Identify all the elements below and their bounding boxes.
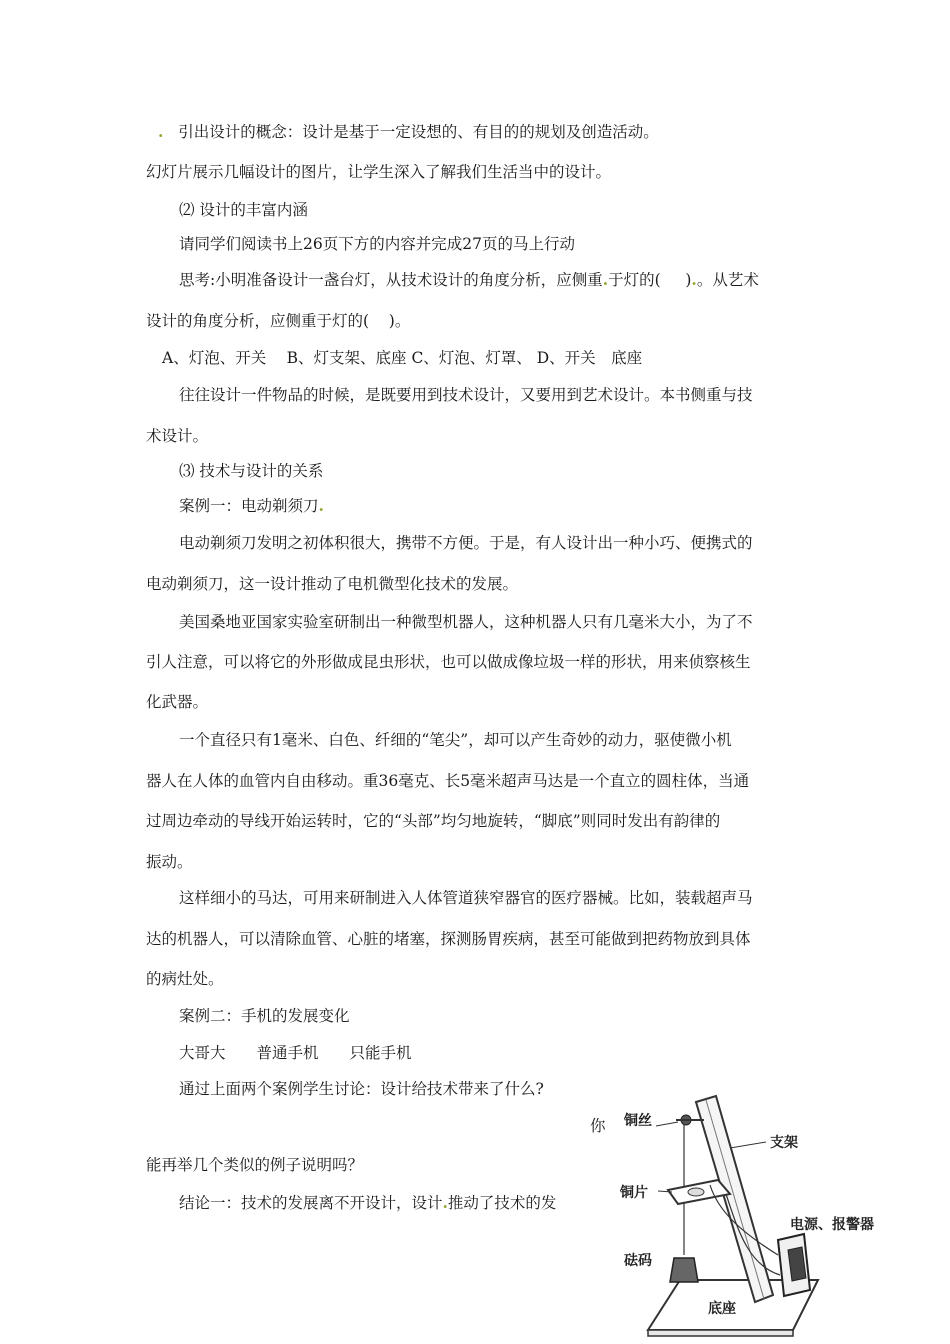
paragraph-line: 达的机器人，可以清除血管、心脏的堵塞，探测肠胃疾病，甚至可能做到把药物放到具体	[146, 930, 751, 948]
leader-wire	[656, 1122, 678, 1126]
text: 推动了技术的发	[447, 1194, 557, 1212]
base-edge	[648, 1330, 793, 1336]
section-heading: ⑶ 技术与设计的关系	[179, 462, 324, 480]
paragraph-line: 振动。	[146, 853, 193, 871]
text: 案例一：电动剃须刀	[179, 497, 319, 515]
paragraph-line: 一个直径只有1毫米、白色、纤细的“笔尖”，却可以产生奇妙的动力，驱使微小机	[179, 731, 732, 749]
text: 引出设计的概念：设计是基于一定设想的、有目的的规划及创造活动。	[178, 123, 659, 141]
text: 。从艺术	[696, 271, 759, 289]
text: 设计的角度分析，应侧重于灯的(	[146, 312, 370, 330]
plate-hole	[688, 1188, 704, 1196]
mark-dot: .	[691, 270, 697, 289]
apparatus-figure	[618, 1090, 908, 1340]
paragraph-line: 电动剃须刀发明之初体积很大，携带不方便。于是，有人设计出一种小巧、便携式的	[179, 534, 753, 552]
mark-dot: .	[602, 270, 609, 289]
text: )	[685, 271, 692, 289]
case-heading: 案例二：手机的发展变化	[179, 1007, 350, 1025]
leader-stand	[730, 1142, 766, 1148]
paragraph-line: 往往设计一件物品的时候，是既要用到技术设计，又要用到艺术设计。本书侧重与技	[179, 386, 753, 404]
paragraph-line: 电动剃须刀，这一设计推动了电机微型化技术的发展。	[146, 575, 519, 593]
paragraph-line: 术设计。	[146, 427, 209, 445]
paragraph-line: 美国桑地亚国家实验室研制出一种微型机器人，这种机器人只有几毫米大小，为了不	[179, 613, 753, 631]
paragraph-line: 的病灶处。	[146, 970, 224, 988]
paragraph-line: 请同学们阅读书上26页下方的内容并完成27页的马上行动	[179, 235, 575, 253]
label-power-alarm: 电源、报警器	[790, 1217, 874, 1233]
weight-shape	[670, 1258, 698, 1282]
case-heading	[179, 496, 819, 516]
paragraph-line: 化武器。	[146, 693, 209, 711]
mark-dot: .	[442, 1193, 448, 1212]
text: )。	[388, 312, 411, 330]
label-copper-plate: 铜片	[620, 1185, 648, 1201]
text: 思考:小明准备设计一盏台灯，从技术设计的角度分析，应侧重	[179, 271, 603, 289]
paragraph-line: 大哥大 普通手机 只能手机	[179, 1044, 412, 1062]
paragraph-line: 过周边牵动的导线开始运转时，它的“头部”均匀地旋转，“脚底”则同时发出有韵律的	[146, 812, 721, 830]
paragraph-line	[158, 122, 828, 142]
label-weight: 砝码	[624, 1253, 652, 1269]
text: 结论一：技术的发展离不开设计，设计	[179, 1194, 443, 1212]
paragraph-line: 通过上面两个案例学生讨论：设计给技术带来了什么?	[179, 1080, 544, 1098]
paragraph-line: 器人在人体的血管内自由移动。重36毫克、长5毫米超声马达是一个直立的圆柱体，当通	[146, 772, 750, 790]
answer-options: A、灯泡、开关 B、灯支架、底座 C、灯泡、灯罩、 D、开关 底座	[162, 349, 643, 367]
label-copper-wire: 铜丝	[624, 1113, 652, 1129]
paragraph-line: 这样细小的马达，可用来研制进入人体管道狭窄器官的医疗器械。比如，装载超声马	[179, 889, 753, 907]
text: 于灯的(	[608, 271, 661, 289]
paragraph-line: 幻灯片展示几幅设计的图片，让学生深入了解我们生活当中的设计。	[146, 163, 612, 181]
mark-dot: .	[318, 496, 324, 515]
paragraph-line: 能再举几个类似的例子说明吗？	[146, 1156, 364, 1174]
stand-line	[706, 1100, 764, 1299]
label-base: 底座	[708, 1301, 736, 1317]
label-stand: 支架	[770, 1135, 798, 1151]
paragraph-line	[146, 311, 816, 331]
paragraph-line: 你	[590, 1117, 606, 1135]
section-heading: ⑵ 设计的丰富内涵	[179, 201, 308, 219]
paragraph-line	[179, 270, 819, 290]
paragraph-line: 引人注意，可以将它的外形做成昆虫形状，也可以做成像垃圾一样的形状，用来侦察核生	[146, 653, 751, 671]
bullet-dot: .	[158, 122, 164, 141]
